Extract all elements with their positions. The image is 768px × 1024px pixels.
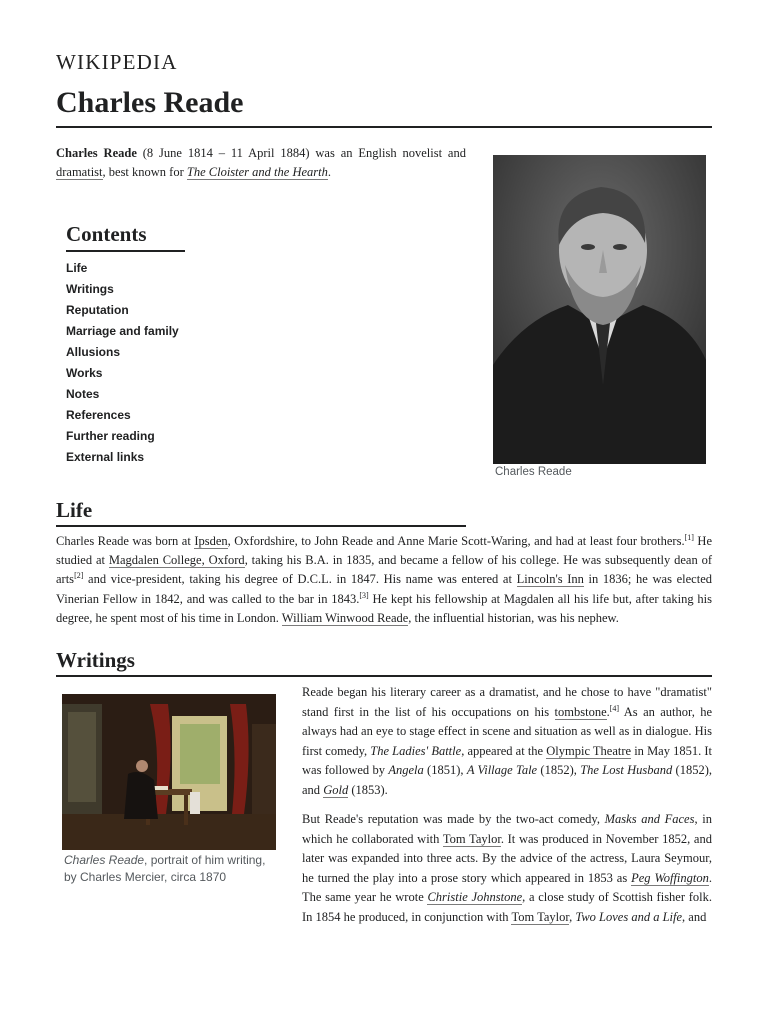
toc-title: Contents [66, 222, 185, 252]
table-of-contents [66, 222, 266, 468]
toc-item-further-reading[interactable]: Further reading [66, 429, 155, 443]
ref-2[interactable]: [2] [74, 571, 84, 581]
link-dramatist[interactable]: dramatist [56, 165, 103, 179]
toc-item-life[interactable]: Life [66, 261, 88, 275]
link-cloister-and-hearth[interactable]: The Cloister and the Hearth [186, 165, 328, 179]
link-lincolns-inn[interactable]: Lincoln's Inn [516, 572, 584, 587]
toc-item-writings[interactable]: Writings [66, 282, 114, 296]
toc-item-reputation[interactable]: Reputation [66, 303, 129, 317]
link-tombstone[interactable]: tombstone [554, 704, 607, 719]
life-paragraph: Charles Reade was born at Ipsden, Oxfordshire, to John Reade and Anne Marie Scott-Waring, and had at least four brothers.[1] He studied at Magdalen College, Oxford, taking his B.A. in 1835, and became a fellow of his college. He was subsequently dean of arts[2] and vice-president, taking his degree of D.C.L. in 1847. His name was entered at Lincoln's Inn in 1836; he was elected Vinerian Fellow in 1842, and was called to the bar in 1843.[3] He kept his fellowship at Magdalen all his life but, after taking his degree, he spent most of his time in London. William Winwood Reade, the influential historian, was his nephew. [56, 532, 713, 625]
link-william-winwood-reade[interactable]: William Winwood Reade [281, 610, 409, 625]
link-christie-johnstone[interactable]: Christie Johnstone [427, 890, 523, 904]
link-magdalen-college[interactable]: Magdalen College, Oxford [108, 553, 245, 568]
wikipedia-wordmark[interactable]: WIKIPEDIA [56, 50, 178, 74]
toc-list [66, 258, 266, 468]
painting-caption: Charles Reade, portrait of him writing, by Charles Mercier, circa 1870 [64, 853, 266, 884]
section-heading-writings: Writings [56, 648, 135, 672]
lead-subject: Charles Reade [56, 146, 137, 160]
toc-item-allusions[interactable]: Allusions [66, 345, 121, 359]
ref-3[interactable]: [3] [359, 590, 369, 600]
ref-1[interactable]: [1] [684, 532, 694, 542]
writings-paragraph-1: Reade began his literary career as a dramatist, and he chose to have "dramatist" stand first in the list of his occupations on his tombstone.[4] As an author, he always had an eye to stage effect in scene and situation as well as in dialogue. His first comedy, The Ladies' Battle, appeared at the Olympic Theatre in May 1851. It was followed by Angela (1851), A Village Tale (1852), The Lost Husband (1852), and Gold (1853). [302, 685, 713, 797]
portrait-engraving [493, 155, 706, 464]
toc-item-references[interactable]: References [66, 408, 131, 422]
section-heading-life: Life [56, 498, 93, 522]
toc-item-works[interactable]: Works [66, 366, 103, 380]
portrait-caption: Charles Reade [495, 466, 572, 478]
toc-item-notes[interactable]: Notes [66, 387, 100, 401]
charles-reade-portrait-image[interactable] [493, 155, 706, 464]
link-olympic-theatre[interactable]: Olympic Theatre [546, 743, 632, 758]
link-peg-woffington[interactable]: Peg Woffington [631, 870, 709, 885]
page-title: Charles Reade [56, 86, 244, 119]
lead-paragraph: Charles Reade (8 June 1814 – 11 April 1884) was an English novelist and dramatist, best known for The Cloister and the Hearth. [56, 146, 466, 179]
link-tom-taylor[interactable]: Tom Taylor [442, 831, 501, 846]
writings-paragraph-2: But Reade's reputation was made by the two-act comedy, Masks and Faces, in which he collaborated with Tom Taylor. It was produced in November 1852, and later was expanded into three acts. By the advice of the actress, Laura Seymour, he turned the play into a prose story which appeared in 1853 as Peg Woffington. The same year he wrote Christie Johnstone, a close study of Scottish fisher folk. In 1854 he produced, in conjunction with Tom Taylor, Two Loves and a Life, and [302, 812, 712, 924]
painting-artwork [62, 694, 276, 850]
mercier-painting-image[interactable] [62, 694, 276, 850]
ref-4[interactable]: [4] [609, 703, 620, 713]
toc-item-marriage-and-family[interactable]: Marriage and family [66, 324, 179, 338]
title-divider [56, 126, 712, 128]
life-divider [56, 525, 466, 527]
writings-divider [56, 675, 712, 677]
toc-item-external-links[interactable]: External links [66, 450, 145, 464]
link-tom-taylor-2[interactable]: Tom Taylor [511, 909, 570, 924]
link-ipsden[interactable]: Ipsden [194, 534, 228, 548]
link-gold[interactable]: Gold [323, 782, 349, 797]
